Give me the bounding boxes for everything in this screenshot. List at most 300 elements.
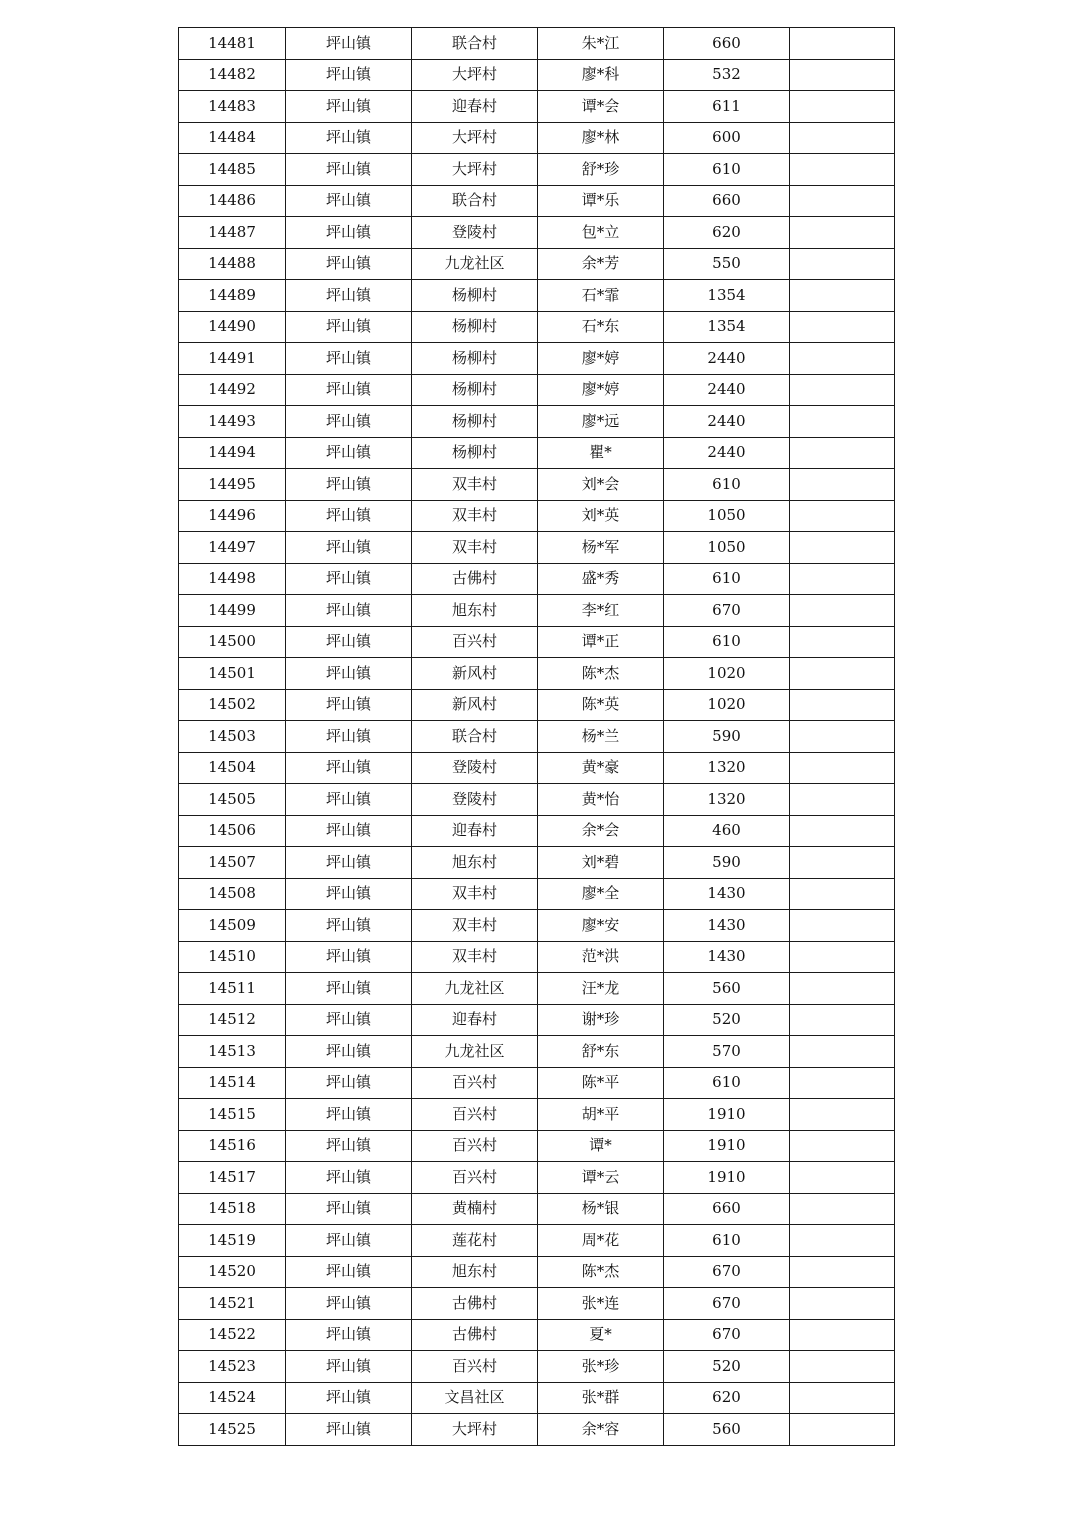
note-cell (790, 626, 895, 658)
table-row (179, 280, 895, 312)
person-name-cell: 石*东 (538, 311, 664, 343)
village-cell: 百兴村 (412, 1067, 538, 1099)
person-name-cell: 包*立 (538, 217, 664, 249)
serial-number-cell: 14516 (179, 1130, 286, 1162)
village-cell: 杨柳村 (412, 406, 538, 438)
serial-number-cell: 14494 (179, 437, 286, 469)
person-name-cell: 杨*军 (538, 532, 664, 564)
village-cell: 九龙社区 (412, 248, 538, 280)
amount-cell: 1354 (664, 311, 790, 343)
village-cell: 古佛村 (412, 563, 538, 595)
village-cell: 双丰村 (412, 941, 538, 973)
note-cell (790, 910, 895, 942)
note-cell (790, 1099, 895, 1131)
person-name-cell: 张*珍 (538, 1351, 664, 1383)
amount-cell: 2440 (664, 437, 790, 469)
amount-cell: 2440 (664, 343, 790, 375)
note-cell (790, 878, 895, 910)
table-row (179, 28, 895, 60)
village-cell: 莲花村 (412, 1225, 538, 1257)
person-name-cell: 盛*秀 (538, 563, 664, 595)
amount-cell: 460 (664, 815, 790, 847)
amount-cell: 590 (664, 847, 790, 879)
amount-cell: 1430 (664, 910, 790, 942)
town-cell: 坪山镇 (286, 1288, 412, 1320)
person-name-cell: 廖*林 (538, 122, 664, 154)
village-cell: 新风村 (412, 658, 538, 690)
village-cell: 百兴村 (412, 1130, 538, 1162)
person-name-cell: 廖*婷 (538, 343, 664, 375)
person-name-cell: 胡*平 (538, 1099, 664, 1131)
serial-number-cell: 14510 (179, 941, 286, 973)
village-cell: 大坪村 (412, 1414, 538, 1446)
serial-number-cell: 14517 (179, 1162, 286, 1194)
amount-cell: 1020 (664, 689, 790, 721)
note-cell (790, 941, 895, 973)
note-cell (790, 1004, 895, 1036)
amount-cell: 1354 (664, 280, 790, 312)
table-row (179, 532, 895, 564)
person-name-cell: 陈*平 (538, 1067, 664, 1099)
serial-number-cell: 14483 (179, 91, 286, 123)
amount-cell: 620 (664, 217, 790, 249)
table-row (179, 185, 895, 217)
amount-cell: 670 (664, 1319, 790, 1351)
note-cell (790, 689, 895, 721)
village-cell: 迎春村 (412, 815, 538, 847)
town-cell: 坪山镇 (286, 1162, 412, 1194)
town-cell: 坪山镇 (286, 752, 412, 784)
village-cell: 迎春村 (412, 1004, 538, 1036)
amount-cell: 570 (664, 1036, 790, 1068)
table-row (179, 973, 895, 1005)
town-cell: 坪山镇 (286, 1130, 412, 1162)
serial-number-cell: 14498 (179, 563, 286, 595)
town-cell: 坪山镇 (286, 1067, 412, 1099)
table-row (179, 1225, 895, 1257)
amount-cell: 660 (664, 185, 790, 217)
serial-number-cell: 14507 (179, 847, 286, 879)
serial-number-cell: 14497 (179, 532, 286, 564)
person-name-cell: 谭*乐 (538, 185, 664, 217)
village-cell: 双丰村 (412, 910, 538, 942)
serial-number-cell: 14515 (179, 1099, 286, 1131)
note-cell (790, 847, 895, 879)
town-cell: 坪山镇 (286, 595, 412, 627)
village-cell: 双丰村 (412, 469, 538, 501)
town-cell: 坪山镇 (286, 91, 412, 123)
person-name-cell: 谭*正 (538, 626, 664, 658)
town-cell: 坪山镇 (286, 563, 412, 595)
table-row (179, 343, 895, 375)
person-name-cell: 黄*豪 (538, 752, 664, 784)
serial-number-cell: 14521 (179, 1288, 286, 1320)
town-cell: 坪山镇 (286, 28, 412, 60)
serial-number-cell: 14524 (179, 1382, 286, 1414)
town-cell: 坪山镇 (286, 374, 412, 406)
table-row (179, 1414, 895, 1446)
village-cell: 杨柳村 (412, 280, 538, 312)
serial-number-cell: 14505 (179, 784, 286, 816)
amount-cell: 1320 (664, 752, 790, 784)
note-cell (790, 154, 895, 186)
table-row (179, 122, 895, 154)
village-cell: 大坪村 (412, 122, 538, 154)
table-row (179, 784, 895, 816)
note-cell (790, 59, 895, 91)
town-cell: 坪山镇 (286, 689, 412, 721)
amount-cell: 1050 (664, 532, 790, 564)
person-name-cell: 廖*婷 (538, 374, 664, 406)
note-cell (790, 1382, 895, 1414)
village-cell: 文昌社区 (412, 1382, 538, 1414)
town-cell: 坪山镇 (286, 154, 412, 186)
person-name-cell: 杨*兰 (538, 721, 664, 753)
amount-cell: 1430 (664, 941, 790, 973)
amount-cell: 620 (664, 1382, 790, 1414)
table-row (179, 941, 895, 973)
serial-number-cell: 14492 (179, 374, 286, 406)
person-name-cell: 陈*杰 (538, 658, 664, 690)
town-cell: 坪山镇 (286, 406, 412, 438)
amount-cell: 610 (664, 154, 790, 186)
serial-number-cell: 14501 (179, 658, 286, 690)
town-cell: 坪山镇 (286, 1099, 412, 1131)
serial-number-cell: 14504 (179, 752, 286, 784)
records-table (178, 27, 895, 1446)
amount-cell: 560 (664, 1414, 790, 1446)
person-name-cell: 陈*杰 (538, 1256, 664, 1288)
amount-cell: 590 (664, 721, 790, 753)
person-name-cell: 杨*银 (538, 1193, 664, 1225)
amount-cell: 611 (664, 91, 790, 123)
amount-cell: 610 (664, 563, 790, 595)
town-cell: 坪山镇 (286, 343, 412, 375)
amount-cell: 670 (664, 595, 790, 627)
serial-number-cell: 14499 (179, 595, 286, 627)
amount-cell: 660 (664, 28, 790, 60)
note-cell (790, 595, 895, 627)
town-cell: 坪山镇 (286, 1225, 412, 1257)
town-cell: 坪山镇 (286, 1036, 412, 1068)
table-row (179, 1036, 895, 1068)
person-name-cell: 周*花 (538, 1225, 664, 1257)
table-row (179, 1193, 895, 1225)
serial-number-cell: 14495 (179, 469, 286, 501)
table-row (179, 59, 895, 91)
note-cell (790, 1256, 895, 1288)
table-row (179, 248, 895, 280)
serial-number-cell: 14487 (179, 217, 286, 249)
serial-number-cell: 14481 (179, 28, 286, 60)
serial-number-cell: 14520 (179, 1256, 286, 1288)
table-row (179, 374, 895, 406)
village-cell: 古佛村 (412, 1319, 538, 1351)
town-cell: 坪山镇 (286, 185, 412, 217)
amount-cell: 610 (664, 1067, 790, 1099)
amount-cell: 520 (664, 1004, 790, 1036)
village-cell: 联合村 (412, 185, 538, 217)
note-cell (790, 437, 895, 469)
village-cell: 旭东村 (412, 595, 538, 627)
amount-cell: 610 (664, 469, 790, 501)
serial-number-cell: 14525 (179, 1414, 286, 1446)
table-row (179, 595, 895, 627)
town-cell: 坪山镇 (286, 910, 412, 942)
serial-number-cell: 14512 (179, 1004, 286, 1036)
table-row (179, 1288, 895, 1320)
note-cell (790, 185, 895, 217)
table-row (179, 469, 895, 501)
village-cell: 登陵村 (412, 217, 538, 249)
table-row (179, 1351, 895, 1383)
serial-number-cell: 14490 (179, 311, 286, 343)
town-cell: 坪山镇 (286, 1382, 412, 1414)
serial-number-cell: 14511 (179, 973, 286, 1005)
note-cell (790, 973, 895, 1005)
table-row (179, 752, 895, 784)
table-row (179, 847, 895, 879)
serial-number-cell: 14509 (179, 910, 286, 942)
note-cell (790, 1319, 895, 1351)
amount-cell: 1050 (664, 500, 790, 532)
note-cell (790, 217, 895, 249)
table-row (179, 658, 895, 690)
town-cell: 坪山镇 (286, 1004, 412, 1036)
village-cell: 百兴村 (412, 1099, 538, 1131)
town-cell: 坪山镇 (286, 941, 412, 973)
serial-number-cell: 14522 (179, 1319, 286, 1351)
town-cell: 坪山镇 (286, 311, 412, 343)
serial-number-cell: 14496 (179, 500, 286, 532)
serial-number-cell: 14489 (179, 280, 286, 312)
note-cell (790, 532, 895, 564)
table-row (179, 1099, 895, 1131)
person-name-cell: 刘*碧 (538, 847, 664, 879)
table-row (179, 1162, 895, 1194)
town-cell: 坪山镇 (286, 1193, 412, 1225)
amount-cell: 1430 (664, 878, 790, 910)
serial-number-cell: 14508 (179, 878, 286, 910)
serial-number-cell: 14500 (179, 626, 286, 658)
town-cell: 坪山镇 (286, 847, 412, 879)
person-name-cell: 张*连 (538, 1288, 664, 1320)
town-cell: 坪山镇 (286, 59, 412, 91)
table-row (179, 1004, 895, 1036)
amount-cell: 670 (664, 1256, 790, 1288)
serial-number-cell: 14486 (179, 185, 286, 217)
note-cell (790, 1036, 895, 1068)
village-cell: 新风村 (412, 689, 538, 721)
note-cell (790, 343, 895, 375)
note-cell (790, 469, 895, 501)
amount-cell: 1020 (664, 658, 790, 690)
amount-cell: 670 (664, 1288, 790, 1320)
person-name-cell: 余*容 (538, 1414, 664, 1446)
person-name-cell: 谭*会 (538, 91, 664, 123)
person-name-cell: 瞿* (538, 437, 664, 469)
table-row (179, 1067, 895, 1099)
town-cell: 坪山镇 (286, 1414, 412, 1446)
note-cell (790, 248, 895, 280)
person-name-cell: 石*霏 (538, 280, 664, 312)
village-cell: 双丰村 (412, 878, 538, 910)
amount-cell: 550 (664, 248, 790, 280)
person-name-cell: 陈*英 (538, 689, 664, 721)
serial-number-cell: 14518 (179, 1193, 286, 1225)
person-name-cell: 朱*江 (538, 28, 664, 60)
person-name-cell: 谢*珍 (538, 1004, 664, 1036)
table-row (179, 815, 895, 847)
table-row (179, 689, 895, 721)
village-cell: 黄楠村 (412, 1193, 538, 1225)
village-cell: 百兴村 (412, 1351, 538, 1383)
table-row (179, 91, 895, 123)
person-name-cell: 舒*珍 (538, 154, 664, 186)
amount-cell: 2440 (664, 406, 790, 438)
person-name-cell: 范*洪 (538, 941, 664, 973)
village-cell: 杨柳村 (412, 311, 538, 343)
town-cell: 坪山镇 (286, 500, 412, 532)
table-row (179, 878, 895, 910)
town-cell: 坪山镇 (286, 217, 412, 249)
table-row (179, 1256, 895, 1288)
person-name-cell: 廖*远 (538, 406, 664, 438)
person-name-cell: 张*群 (538, 1382, 664, 1414)
village-cell: 九龙社区 (412, 973, 538, 1005)
amount-cell: 520 (664, 1351, 790, 1383)
person-name-cell: 李*红 (538, 595, 664, 627)
note-cell (790, 784, 895, 816)
table-row (179, 406, 895, 438)
table-row (179, 721, 895, 753)
note-cell (790, 1288, 895, 1320)
village-cell: 旭东村 (412, 1256, 538, 1288)
table-row (179, 1382, 895, 1414)
person-name-cell: 刘*会 (538, 469, 664, 501)
town-cell: 坪山镇 (286, 1319, 412, 1351)
person-name-cell: 廖*全 (538, 878, 664, 910)
note-cell (790, 1162, 895, 1194)
town-cell: 坪山镇 (286, 122, 412, 154)
town-cell: 坪山镇 (286, 784, 412, 816)
note-cell (790, 815, 895, 847)
note-cell (790, 91, 895, 123)
note-cell (790, 122, 895, 154)
serial-number-cell: 14519 (179, 1225, 286, 1257)
person-name-cell: 廖*安 (538, 910, 664, 942)
table-row (179, 500, 895, 532)
note-cell (790, 721, 895, 753)
village-cell: 古佛村 (412, 1288, 538, 1320)
note-cell (790, 374, 895, 406)
note-cell (790, 1193, 895, 1225)
town-cell: 坪山镇 (286, 1256, 412, 1288)
person-name-cell: 廖*科 (538, 59, 664, 91)
town-cell: 坪山镇 (286, 532, 412, 564)
serial-number-cell: 14523 (179, 1351, 286, 1383)
person-name-cell: 余*芳 (538, 248, 664, 280)
village-cell: 大坪村 (412, 59, 538, 91)
note-cell (790, 1351, 895, 1383)
serial-number-cell: 14485 (179, 154, 286, 186)
town-cell: 坪山镇 (286, 248, 412, 280)
serial-number-cell: 14514 (179, 1067, 286, 1099)
village-cell: 九龙社区 (412, 1036, 538, 1068)
serial-number-cell: 14506 (179, 815, 286, 847)
village-cell: 双丰村 (412, 532, 538, 564)
serial-number-cell: 14502 (179, 689, 286, 721)
amount-cell: 2440 (664, 374, 790, 406)
town-cell: 坪山镇 (286, 973, 412, 1005)
table-row (179, 1130, 895, 1162)
village-cell: 联合村 (412, 28, 538, 60)
person-name-cell: 余*会 (538, 815, 664, 847)
village-cell: 登陵村 (412, 784, 538, 816)
person-name-cell: 汪*龙 (538, 973, 664, 1005)
village-cell: 联合村 (412, 721, 538, 753)
table-row (179, 437, 895, 469)
note-cell (790, 1067, 895, 1099)
table-row (179, 626, 895, 658)
town-cell: 坪山镇 (286, 626, 412, 658)
town-cell: 坪山镇 (286, 1351, 412, 1383)
serial-number-cell: 14503 (179, 721, 286, 753)
serial-number-cell: 14482 (179, 59, 286, 91)
village-cell: 旭东村 (412, 847, 538, 879)
amount-cell: 1320 (664, 784, 790, 816)
village-cell: 百兴村 (412, 626, 538, 658)
village-cell: 双丰村 (412, 500, 538, 532)
amount-cell: 660 (664, 1193, 790, 1225)
town-cell: 坪山镇 (286, 437, 412, 469)
records-table-body (179, 28, 895, 1446)
table-row (179, 311, 895, 343)
serial-number-cell: 14484 (179, 122, 286, 154)
serial-number-cell: 14493 (179, 406, 286, 438)
amount-cell: 1910 (664, 1099, 790, 1131)
person-name-cell: 夏* (538, 1319, 664, 1351)
village-cell: 杨柳村 (412, 374, 538, 406)
village-cell: 杨柳村 (412, 437, 538, 469)
note-cell (790, 658, 895, 690)
table-row (179, 910, 895, 942)
note-cell (790, 406, 895, 438)
note-cell (790, 563, 895, 595)
note-cell (790, 1414, 895, 1446)
village-cell: 登陵村 (412, 752, 538, 784)
amount-cell: 560 (664, 973, 790, 1005)
village-cell: 杨柳村 (412, 343, 538, 375)
note-cell (790, 311, 895, 343)
serial-number-cell: 14491 (179, 343, 286, 375)
town-cell: 坪山镇 (286, 878, 412, 910)
amount-cell: 610 (664, 1225, 790, 1257)
amount-cell: 532 (664, 59, 790, 91)
person-name-cell: 舒*东 (538, 1036, 664, 1068)
note-cell (790, 500, 895, 532)
town-cell: 坪山镇 (286, 721, 412, 753)
amount-cell: 600 (664, 122, 790, 154)
town-cell: 坪山镇 (286, 658, 412, 690)
person-name-cell: 黄*怡 (538, 784, 664, 816)
town-cell: 坪山镇 (286, 280, 412, 312)
serial-number-cell: 14488 (179, 248, 286, 280)
town-cell: 坪山镇 (286, 815, 412, 847)
person-name-cell: 谭* (538, 1130, 664, 1162)
person-name-cell: 谭*云 (538, 1162, 664, 1194)
village-cell: 迎春村 (412, 91, 538, 123)
